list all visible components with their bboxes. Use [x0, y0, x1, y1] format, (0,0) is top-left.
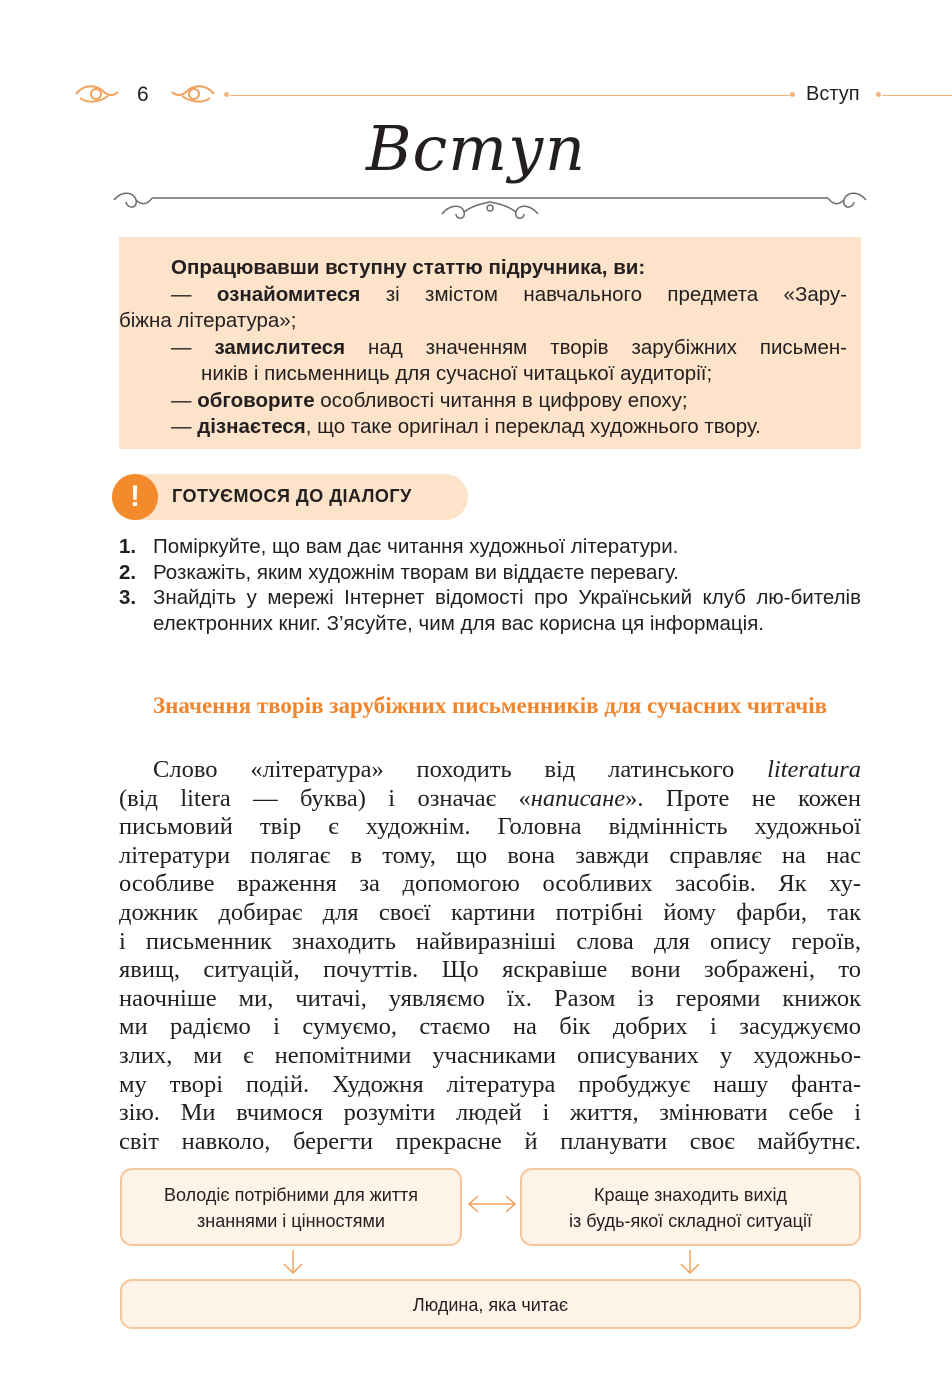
page-header	[0, 80, 952, 110]
section-name: Вступ	[806, 83, 860, 105]
body-line: (від litera — буква) і означає «написане». Проте не кожен	[119, 784, 861, 812]
double-arrow-icon	[466, 1194, 518, 1214]
list-item: 3. Знайдіть у мережі Інтернет відомості про Український клуб лю-бителів електронних книг. З’ясуйте, чим для вас корисна ця інформація.	[119, 586, 861, 635]
header-dot	[790, 92, 795, 97]
body-line: Слово «література» походить від латинського literatura	[153, 756, 861, 783]
learning-goals-panel	[119, 237, 861, 449]
page-number: 6	[137, 83, 149, 106]
header-rule	[882, 95, 952, 96]
body-line: світ навколо, берегти прекрасне й планувати своє майбутнє.	[119, 1127, 861, 1155]
body-line: ми радіємо і сумуємо, стаємо на бік добрих і засуджуємо	[119, 1013, 861, 1041]
goal-item: — замислитеся над значенням творів зарубіжних письмен-	[171, 335, 848, 359]
header-dot	[876, 92, 881, 97]
body-paragraph	[119, 756, 861, 1156]
section-heading: Значення творів зарубіжних письменників для сучасних читачів	[153, 693, 828, 718]
goal-item-cont: ників і письменниць для сучасної читацької аудиторії;	[201, 362, 713, 385]
title-divider-ornament-icon	[112, 188, 868, 224]
exclamation-icon: !	[112, 474, 158, 520]
diagram-box-solutions: Краще знаходить вихід із будь-якої складної ситуації	[520, 1168, 861, 1246]
down-arrow-icon	[281, 1248, 305, 1276]
list-item: 1. Поміркуйте, що вам дає читання художньої літератури.	[119, 535, 679, 558]
left-ornament-icon	[74, 82, 120, 106]
goals-intro: Опрацювавши вступну статтю підручника, ви:	[171, 256, 646, 279]
down-arrow-icon	[678, 1248, 702, 1276]
body-line: наочніше ми, читачі, уявляємо їх. Разом із героями книжок	[119, 984, 861, 1012]
list-item: 2. Розкажіть, яким художнім творам ви віддаєте перевагу.	[119, 560, 679, 584]
discussion-questions	[119, 534, 861, 636]
right-ornament-icon	[170, 82, 216, 106]
learning-goals-text	[119, 255, 848, 441]
body-line: дожник добирає для своєї картини потрібні йому фарби, так	[119, 898, 861, 926]
page-title: Вступ	[366, 112, 586, 185]
goal-item: — обговорите особливості читання в цифрову епоху;	[171, 388, 688, 412]
header-rule	[230, 95, 792, 96]
body-line: особливе враження за допомогою особливих засобів. Як ху-	[119, 870, 861, 898]
goal-item: — дізнаєтеся, що таке оригінал і переклад художнього твору.	[171, 415, 761, 438]
body-line: письмовий твір є художнім. Головна відмінність художньої	[119, 813, 861, 841]
diagram-box-knowledge: Володіє потрібними для життя знаннями і цінностями	[120, 1168, 462, 1246]
dialog-title: ГОТУЄМОСЯ ДО ДІАЛОГУ	[172, 486, 412, 506]
diagram-box-reader: Людина, яка читає	[120, 1279, 861, 1329]
dialog-section-header	[112, 474, 468, 520]
goal-item: — ознайомитеся зі змістом навчального предмета «Зару-	[171, 282, 847, 306]
body-line: му творі подій. Художня література пробуджує нашу фанта-	[119, 1070, 861, 1098]
goal-item-cont: біжна література»;	[119, 309, 297, 332]
header-dot	[224, 92, 229, 97]
body-line: злих, ми є непомітними учасниками описуваних у художньо-	[119, 1041, 861, 1069]
body-line: літератури полягає в тому, що вона завжди справляє на нас	[119, 841, 861, 869]
body-line: явищ, ситуацій, почуттів. Що яскравіше вони зображені, то	[119, 956, 861, 984]
body-line: і письменник знаходить найвиразніші слова для опису героїв,	[119, 927, 861, 955]
body-line: зію. Ми вчимося розуміти людей і життя, змінювати себе і	[119, 1099, 861, 1127]
